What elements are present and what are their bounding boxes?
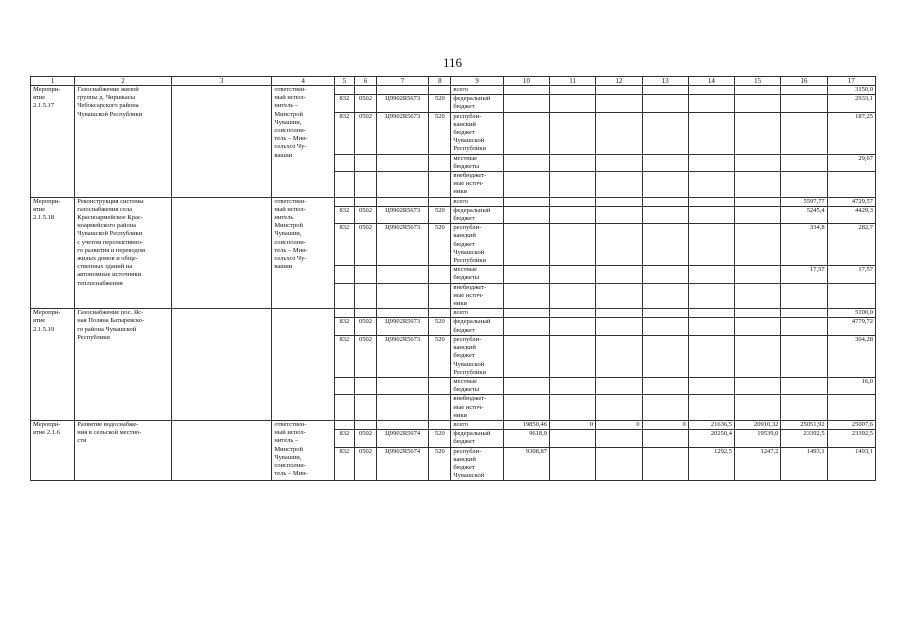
value-cell: 25007,6 (827, 420, 875, 429)
section-cell (354, 309, 376, 318)
goal-cell (171, 420, 272, 480)
value-cell (688, 283, 734, 309)
value-cell (503, 318, 549, 335)
expense-type-cell (429, 309, 451, 318)
section-cell (354, 266, 376, 283)
measure-name-cell: Газоснабжение пос. Яс- ная Поляна Батыревско- го района Чувашской Республики (75, 309, 172, 421)
value-cell: 19850,46 (503, 420, 549, 429)
value-cell: 2933,1 (827, 95, 875, 112)
section-cell: 0502 (354, 206, 376, 223)
value-cell (735, 206, 781, 223)
value-cell (827, 283, 875, 309)
section-cell: 0502 (354, 447, 376, 481)
value-cell (549, 395, 595, 421)
grbs-cell (334, 197, 354, 206)
funding-source-cell: федеральный бюджет (451, 95, 503, 112)
value-cell (549, 206, 595, 223)
value-cell (503, 95, 549, 112)
header-cell: 12 (596, 77, 642, 86)
value-cell (596, 283, 642, 309)
header-cell: 17 (827, 77, 875, 86)
expense-type-cell: 520 (429, 224, 451, 266)
expense-type-cell: 520 (429, 430, 451, 447)
section-cell: 0502 (354, 335, 376, 377)
value-cell: 3150,0 (827, 86, 875, 95)
value-cell: 0 (549, 420, 595, 429)
target-article-cell (377, 395, 429, 421)
funding-source-cell: местные бюджеты (451, 154, 503, 171)
value-cell (596, 318, 642, 335)
section-cell (354, 197, 376, 206)
grbs-cell (334, 377, 354, 394)
expense-type-cell: 520 (429, 318, 451, 335)
value-cell (503, 266, 549, 283)
header-cell: 5 (334, 77, 354, 86)
header-cell: 11 (549, 77, 595, 86)
value-cell (642, 172, 688, 198)
funding-source-cell: федеральный бюджет (451, 318, 503, 335)
value-cell (735, 172, 781, 198)
expense-type-cell: 520 (429, 95, 451, 112)
funding-source-cell: республи- канский бюджет Чувашской Республики (451, 335, 503, 377)
value-cell (781, 283, 827, 309)
grbs-cell: 832 (334, 335, 354, 377)
section-cell: 0502 (354, 95, 376, 112)
value-cell: 23392,5 (781, 430, 827, 447)
value-cell (688, 95, 734, 112)
value-cell (688, 86, 734, 95)
value-cell (642, 224, 688, 266)
value-cell (735, 309, 781, 318)
funding-source-cell: республи- канский бюджет Чувашской (451, 447, 503, 481)
value-cell (688, 266, 734, 283)
value-cell (503, 224, 549, 266)
responsible-cell: ответствен- ный испол- нитель Минстрой Чувашии, соисполни- тель – Мин- сельхоз Чу- вашии (272, 197, 334, 309)
value-cell (596, 335, 642, 377)
value-cell: 17,57 (827, 266, 875, 283)
value-cell: 17,57 (781, 266, 827, 283)
expense-type-cell (429, 172, 451, 198)
value-cell: 304,28 (827, 335, 875, 377)
value-cell (549, 95, 595, 112)
value-cell (549, 318, 595, 335)
target-article-cell (377, 172, 429, 198)
value-cell (549, 197, 595, 206)
value-cell (596, 309, 642, 318)
measure-code-cell: Меропри- ятие 2.1.6 (31, 420, 75, 480)
header-cell: 10 (503, 77, 549, 86)
target-article-cell (377, 283, 429, 309)
grbs-cell (334, 86, 354, 95)
target-article-cell: Ц9902R5674 (377, 430, 429, 447)
value-cell: 5245,4 (781, 206, 827, 223)
grbs-cell: 832 (334, 447, 354, 481)
value-cell: 282,7 (827, 224, 875, 266)
header-cell: 16 (781, 77, 827, 86)
value-cell: 187,25 (827, 112, 875, 154)
expense-type-cell (429, 420, 451, 429)
value-cell (688, 309, 734, 318)
funding-source-cell: федеральный бюджет (451, 430, 503, 447)
measure-code-cell: Меропри- ятие 2.1.5.18 (31, 197, 75, 309)
value-cell (596, 395, 642, 421)
value-cell (503, 309, 549, 318)
target-article-cell (377, 309, 429, 318)
value-cell (596, 112, 642, 154)
header-cell: 15 (735, 77, 781, 86)
value-cell: 16,0 (827, 377, 875, 394)
value-cell (781, 172, 827, 198)
value-cell (503, 197, 549, 206)
expense-type-cell: 520 (429, 447, 451, 481)
value-cell (688, 318, 734, 335)
responsible-cell (272, 309, 334, 421)
header-cell: 6 (354, 77, 376, 86)
value-cell (781, 395, 827, 421)
funding-source-cell: республи- канский бюджет Чувашской Республики (451, 112, 503, 154)
value-cell (503, 206, 549, 223)
value-cell (503, 112, 549, 154)
value-cell: 334,8 (781, 224, 827, 266)
value-cell: 21636,5 (688, 420, 734, 429)
expense-type-cell (429, 395, 451, 421)
value-cell (642, 283, 688, 309)
value-cell (503, 86, 549, 95)
budget-table (30, 76, 876, 481)
funding-source-cell: внебюджет- ные источ- ники (451, 283, 503, 309)
funding-source-cell: всего (451, 86, 503, 95)
value-cell (642, 430, 688, 447)
value-cell: 4429,3 (827, 206, 875, 223)
value-cell (827, 172, 875, 198)
grbs-cell (334, 395, 354, 421)
value-cell (781, 335, 827, 377)
value-cell (781, 154, 827, 171)
value-cell (503, 377, 549, 394)
value-cell (503, 154, 549, 171)
value-cell: 4779,72 (827, 318, 875, 335)
measure-code-cell: Меропри- ятие 2.1.5.17 (31, 86, 75, 198)
section-cell: 0502 (354, 318, 376, 335)
value-cell (735, 224, 781, 266)
target-article-cell: Ц9902R5674 (377, 447, 429, 481)
value-cell (735, 95, 781, 112)
value-cell (688, 206, 734, 223)
grbs-cell (334, 172, 354, 198)
value-cell (596, 447, 642, 481)
value-cell: 1247,2 (735, 447, 781, 481)
target-article-cell: Ц9902R5673 (377, 95, 429, 112)
section-cell: 0502 (354, 224, 376, 266)
target-article-cell: Ц9902R5673 (377, 335, 429, 377)
grbs-cell: 832 (334, 206, 354, 223)
value-cell (642, 377, 688, 394)
header-cell: 4 (272, 77, 334, 86)
goal-cell (171, 197, 272, 309)
target-article-cell (377, 86, 429, 95)
funding-source-cell: федеральный бюджет (451, 206, 503, 223)
value-cell (827, 395, 875, 421)
value-cell (596, 86, 642, 95)
value-cell (549, 112, 595, 154)
target-article-cell: Ц9902R5673 (377, 318, 429, 335)
value-cell (735, 266, 781, 283)
value-cell (642, 318, 688, 335)
value-cell (781, 309, 827, 318)
value-cell (735, 377, 781, 394)
target-article-cell: Ц9902R5673 (377, 112, 429, 154)
value-cell: 5597,77 (781, 197, 827, 206)
expense-type-cell (429, 154, 451, 171)
grbs-cell (334, 309, 354, 318)
value-cell (735, 154, 781, 171)
value-cell (503, 395, 549, 421)
value-cell (781, 318, 827, 335)
value-cell (642, 266, 688, 283)
funding-source-cell: всего (451, 197, 503, 206)
table-row (31, 420, 876, 429)
value-cell (642, 154, 688, 171)
grbs-cell (334, 283, 354, 309)
section-cell (354, 395, 376, 421)
value-cell (735, 86, 781, 95)
value-cell (735, 112, 781, 154)
funding-source-cell: всего (451, 420, 503, 429)
value-cell (688, 377, 734, 394)
value-cell (596, 266, 642, 283)
grbs-cell: 832 (334, 112, 354, 154)
value-cell (549, 172, 595, 198)
funding-source-cell: внебюджет- ные источ- ники (451, 172, 503, 198)
header-cell: 3 (171, 77, 272, 86)
value-cell: 1292,5 (688, 447, 734, 481)
value-cell (549, 447, 595, 481)
value-cell: 5100,0 (827, 309, 875, 318)
value-cell: 9618,9 (503, 430, 549, 447)
value-cell (503, 283, 549, 309)
value-cell (503, 172, 549, 198)
value-cell (596, 377, 642, 394)
value-cell: 25051,92 (781, 420, 827, 429)
measure-name-cell: Развитие водоснабже- ния в сельской местно- сти (75, 420, 172, 480)
funding-source-cell: местные бюджеты (451, 377, 503, 394)
value-cell (781, 86, 827, 95)
value-cell: 0 (642, 420, 688, 429)
value-cell: 0 (596, 420, 642, 429)
section-cell (354, 172, 376, 198)
page-number: 116 (442, 55, 463, 70)
value-cell (688, 224, 734, 266)
value-cell (642, 197, 688, 206)
target-article-cell (377, 154, 429, 171)
expense-type-cell: 520 (429, 112, 451, 154)
value-cell: 1493,1 (827, 447, 875, 481)
table-row (31, 309, 876, 318)
measure-name-cell: Реконструкция системы газоснабжения села Красноармейское Крас- ноармейского района Чувашской Республики с учетом перспективно- го развития и переводом жилых домов и обще- ственных зданий на автономные источники теплоснабжения (75, 197, 172, 309)
grbs-cell: 832 (334, 430, 354, 447)
value-cell (549, 430, 595, 447)
expense-type-cell: 520 (429, 335, 451, 377)
value-cell (549, 377, 595, 394)
value-cell (503, 335, 549, 377)
funding-source-cell: местные бюджеты (451, 266, 503, 283)
measure-code-cell: Меропри- ятие 2.1.5.19 (31, 309, 75, 421)
target-article-cell (377, 377, 429, 394)
header-cell: 13 (642, 77, 688, 86)
target-article-cell (377, 266, 429, 283)
value-cell (781, 112, 827, 154)
value-cell (642, 447, 688, 481)
value-cell (596, 224, 642, 266)
funding-source-cell: республи- канский бюджет Чувашской Республики (451, 224, 503, 266)
value-cell (688, 154, 734, 171)
value-cell (688, 172, 734, 198)
value-cell (549, 283, 595, 309)
table-row (31, 86, 876, 95)
value-cell (642, 86, 688, 95)
value-cell (549, 266, 595, 283)
expense-type-cell (429, 197, 451, 206)
header-row (31, 77, 876, 86)
value-cell: 9308,87 (503, 447, 549, 481)
expense-type-cell (429, 377, 451, 394)
value-cell (596, 197, 642, 206)
value-cell (549, 154, 595, 171)
value-cell (781, 377, 827, 394)
value-cell (688, 395, 734, 421)
value-cell (642, 112, 688, 154)
value-cell (642, 95, 688, 112)
value-cell: 20250,4 (688, 430, 734, 447)
value-cell (642, 395, 688, 421)
expense-type-cell (429, 283, 451, 309)
value-cell (642, 309, 688, 318)
value-cell (549, 224, 595, 266)
value-cell (596, 430, 642, 447)
value-cell (596, 206, 642, 223)
value-cell (735, 283, 781, 309)
measure-name-cell: Газоснабжение жилой группы д. Чиршкасы Чебоксарского района Чувашской Республики (75, 86, 172, 198)
value-cell (549, 309, 595, 318)
section-cell: 0502 (354, 430, 376, 447)
goal-cell (171, 309, 272, 421)
header-cell: 8 (429, 77, 451, 86)
grbs-cell (334, 154, 354, 171)
value-cell (642, 335, 688, 377)
value-cell (735, 197, 781, 206)
value-cell: 4729,57 (827, 197, 875, 206)
expense-type-cell (429, 86, 451, 95)
section-cell (354, 283, 376, 309)
header-cell: 1 (31, 77, 75, 86)
responsible-cell: ответствен- ный испол- нитель – Минстрой Чувашии, соисполни- тель – Мин- (272, 420, 334, 480)
goal-cell (171, 86, 272, 198)
grbs-cell: 832 (334, 224, 354, 266)
expense-type-cell (429, 266, 451, 283)
responsible-cell: ответствен- ный испол- нитель – Минстрой Чувашии, соисполни- тель – Мин- сельхоз Чу- вашии (272, 86, 334, 198)
value-cell (688, 197, 734, 206)
value-cell (735, 395, 781, 421)
value-cell: 20910,32 (735, 420, 781, 429)
target-article-cell: Ц9902R5673 (377, 206, 429, 223)
grbs-cell (334, 420, 354, 429)
value-cell (781, 95, 827, 112)
value-cell (642, 206, 688, 223)
header-cell: 7 (377, 77, 429, 86)
section-cell (354, 377, 376, 394)
funding-source-cell: внебюджет- ные источ- ники (451, 395, 503, 421)
value-cell (688, 335, 734, 377)
target-article-cell: Ц9902R5673 (377, 224, 429, 266)
header-cell: 14 (688, 77, 734, 86)
value-cell: 23392,5 (827, 430, 875, 447)
header-cell: 9 (451, 77, 503, 86)
funding-source-cell: всего (451, 309, 503, 318)
grbs-cell (334, 266, 354, 283)
grbs-cell: 832 (334, 95, 354, 112)
value-cell (596, 154, 642, 171)
value-cell: 19539,0 (735, 430, 781, 447)
section-cell (354, 420, 376, 429)
value-cell (549, 335, 595, 377)
target-article-cell (377, 197, 429, 206)
value-cell: 1493,1 (781, 447, 827, 481)
section-cell (354, 86, 376, 95)
grbs-cell: 832 (334, 318, 354, 335)
value-cell (549, 86, 595, 95)
value-cell (735, 318, 781, 335)
section-cell (354, 154, 376, 171)
value-cell (596, 95, 642, 112)
section-cell: 0502 (354, 112, 376, 154)
value-cell: 29,67 (827, 154, 875, 171)
value-cell (688, 112, 734, 154)
target-article-cell (377, 420, 429, 429)
value-cell (596, 172, 642, 198)
expense-type-cell: 520 (429, 206, 451, 223)
header-cell: 2 (75, 77, 172, 86)
table-row (31, 197, 876, 206)
value-cell (735, 335, 781, 377)
